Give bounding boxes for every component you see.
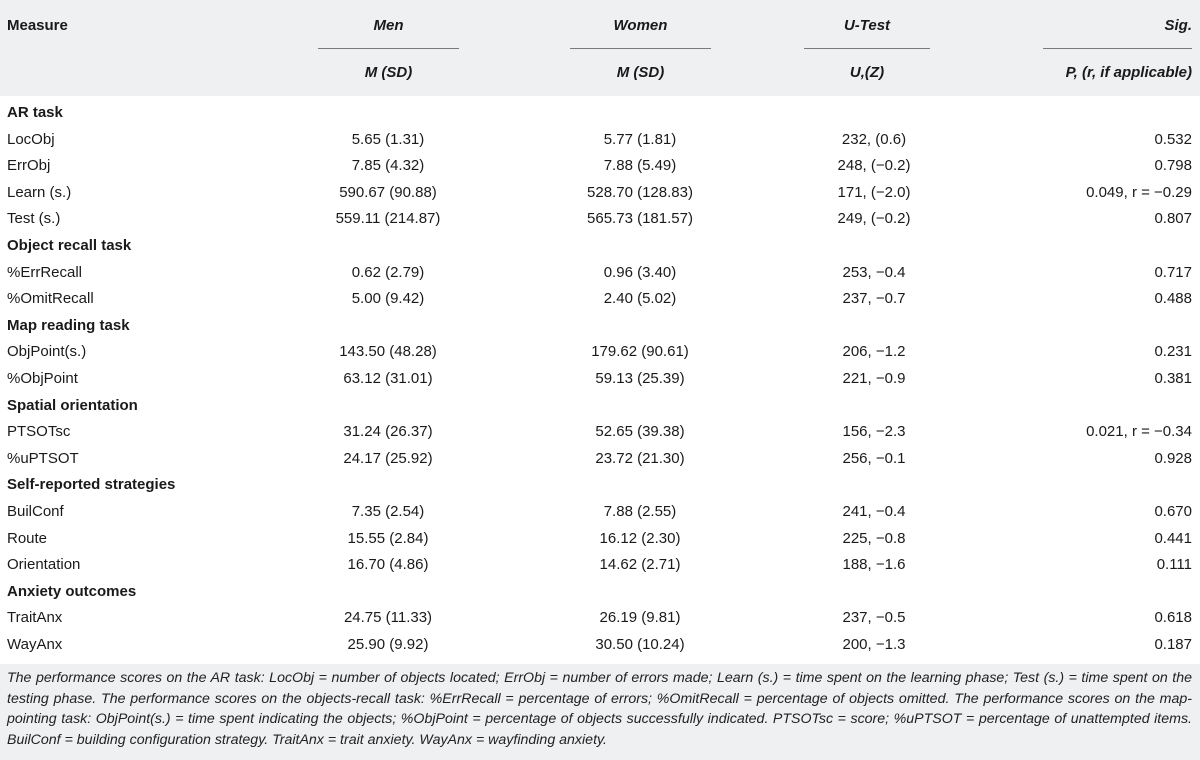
table-row (0, 205, 1200, 232)
cell-utest: 225, −0.8 (842, 529, 906, 547)
cell-men: 15.55 (2.84) (347, 529, 429, 547)
header-rule-utest (804, 48, 930, 49)
section-row (0, 471, 1200, 498)
section-title: Object recall task (7, 237, 132, 254)
cell-measure: ErrObj (7, 157, 51, 175)
cell-measure: %ObjPoint (7, 370, 78, 387)
section-row (0, 578, 1200, 605)
cell-sig: 0.807 (1154, 210, 1192, 228)
cell-men: 31.24 (26.37) (343, 423, 433, 441)
section-title: Spatial orientation (7, 396, 138, 414)
cell-women: 59.13 (25.39) (595, 370, 685, 387)
cell-men: 7.85 (4.32) (351, 157, 425, 175)
table-row (0, 285, 1200, 312)
cell-utest: 241, −0.4 (842, 503, 906, 520)
header-rule-men (318, 48, 459, 49)
cell-sig: 0.021, r = −0.34 (1086, 423, 1192, 441)
cell-utest: 221, −0.9 (842, 370, 906, 387)
cell-measure: LocObj (7, 130, 55, 148)
cell-measure: Learn (s.) (7, 183, 72, 201)
cell-utest: 256, −0.1 (842, 449, 906, 467)
table-row (0, 445, 1200, 472)
table-row (0, 525, 1200, 552)
header-men-sub: M (SD) (364, 64, 413, 81)
cell-utest: 237, −0.7 (842, 290, 906, 308)
header-rule-sig (1043, 48, 1192, 49)
cell-measure: PTSOTsc (7, 423, 71, 441)
cell-sig: 0.488 (1154, 290, 1192, 308)
cell-utest: 206, −1.2 (842, 343, 906, 361)
cell-measure: BuilConf (7, 503, 64, 520)
header-measure: Measure (7, 17, 68, 34)
cell-women: 14.62 (2.71) (599, 556, 681, 574)
table-row (0, 604, 1200, 631)
table-row (0, 259, 1200, 286)
cell-men: 16.70 (4.86) (347, 556, 429, 574)
header-sig-sub: P, (r, if applicable) (1065, 64, 1192, 81)
cell-women: 7.88 (2.55) (603, 503, 677, 520)
table-row (0, 126, 1200, 153)
cell-measure: ObjPoint(s.) (7, 343, 87, 361)
cell-men: 7.35 (2.54) (351, 503, 425, 520)
cell-women: 565.73 (181.57) (587, 210, 693, 228)
table-row (0, 418, 1200, 445)
table-row (0, 179, 1200, 206)
cell-measure: %OmitRecall (7, 290, 94, 308)
section-row (0, 392, 1200, 419)
cell-sig: 0.381 (1154, 370, 1192, 387)
header-sig: Sig. (1164, 17, 1192, 34)
cell-sig: 0.717 (1154, 263, 1192, 281)
cell-sig: 0.049, r = −0.29 (1086, 183, 1192, 201)
header-women: Women (613, 17, 668, 34)
cell-sig: 0.928 (1154, 449, 1192, 467)
cell-utest: 237, −0.5 (842, 609, 906, 627)
section-title: Map reading task (7, 316, 130, 334)
cell-sig: 0.187 (1154, 636, 1192, 653)
cell-sig: 0.532 (1154, 130, 1192, 148)
table-row (0, 365, 1200, 392)
cell-sig: 0.798 (1154, 157, 1192, 175)
cell-women: 0.96 (3.40) (603, 263, 677, 281)
section-row (0, 99, 1200, 126)
table-row (0, 631, 1200, 658)
cell-measure: TraitAnx (7, 609, 63, 627)
cell-men: 590.67 (90.88) (339, 183, 437, 201)
cell-women: 52.65 (39.38) (595, 423, 685, 441)
section-row (0, 312, 1200, 339)
cell-men: 63.12 (31.01) (343, 370, 433, 387)
cell-utest: 188, −1.6 (842, 556, 906, 574)
header-utest-sub: U,(Z) (849, 64, 885, 81)
cell-women: 7.88 (5.49) (603, 157, 677, 175)
table-row (0, 152, 1200, 179)
cell-men: 5.00 (9.42) (351, 290, 425, 308)
header-women-sub: M (SD) (616, 64, 665, 81)
cell-utest: 156, −2.3 (842, 423, 906, 441)
cell-men: 25.90 (9.92) (347, 636, 429, 653)
header-men: Men (373, 17, 404, 34)
cell-sig: 0.670 (1154, 503, 1192, 520)
table-footnote (0, 664, 1200, 760)
cell-men: 143.50 (48.28) (339, 343, 437, 361)
cell-measure: %ErrRecall (7, 263, 83, 281)
table-row (0, 498, 1200, 525)
cell-women: 2.40 (5.02) (603, 290, 677, 308)
header-utest: U-Test (843, 17, 891, 34)
table-row (0, 551, 1200, 578)
cell-utest: 249, (−0.2) (837, 210, 911, 228)
cell-women: 5.77 (1.81) (603, 130, 677, 148)
cell-sig: 0.231 (1154, 343, 1192, 361)
cell-measure: Test (s.) (7, 210, 61, 228)
cell-men: 5.65 (1.31) (351, 130, 425, 148)
section-title: AR task (7, 104, 63, 121)
cell-measure: WayAnx (7, 636, 63, 653)
cell-men: 24.75 (11.33) (343, 609, 433, 627)
cell-sig: 0.618 (1154, 609, 1192, 627)
section-title: Anxiety outcomes (7, 582, 137, 600)
cell-women: 23.72 (21.30) (595, 449, 685, 467)
section-title: Self-reported strategies (7, 476, 176, 494)
cell-men: 24.17 (25.92) (343, 449, 433, 467)
table-header (0, 0, 1200, 96)
header-rule-women (570, 48, 711, 49)
section-row (0, 232, 1200, 259)
cell-measure: Orientation (7, 556, 81, 574)
cell-women: 26.19 (9.81) (599, 609, 681, 627)
cell-women: 528.70 (128.83) (587, 183, 693, 201)
table-row (0, 338, 1200, 365)
cell-sig: 0.441 (1154, 529, 1192, 547)
cell-utest: 253, −0.4 (842, 263, 906, 281)
cell-men: 0.62 (2.79) (351, 263, 425, 281)
cell-men: 559.11 (214.87) (335, 210, 441, 228)
cell-utest: 232, (0.6) (841, 130, 907, 148)
cell-measure: Route (7, 529, 48, 547)
cell-utest: 248, (−0.2) (837, 157, 911, 175)
cell-utest: 171, (−2.0) (837, 183, 911, 201)
cell-women: 179.62 (90.61) (591, 343, 689, 361)
cell-women: 30.50 (10.24) (595, 636, 685, 653)
cell-women: 16.12 (2.30) (599, 529, 681, 547)
cell-utest: 200, −1.3 (842, 636, 906, 653)
cell-measure: %uPTSOT (7, 449, 79, 467)
cell-sig: 0.111 (1156, 556, 1192, 574)
footnote-text: The performance scores on the AR task: LocObj = number of objects located; ErrObj = number of errors made; Learn (s.) = time spent on the learning phase; Test (s.) = time spent on the testing phase. The performance scores on the objects-recall task: %ErrRecall = percentage of errors; %OmitRecall = percentage of objects omitted. The performance scores on the map-pointing task: ObjPoint(s.) = time spent indicating the objects; %ObjPoint = percentage of objects successfully indicated. PTSOTsc = score; %uPTSOT = percentage of unattempted items. BuilConf = building configuration strategy. TraitAnx = trait anxiety. WayAnx = wayfinding anxiety. (7, 670, 1192, 748)
